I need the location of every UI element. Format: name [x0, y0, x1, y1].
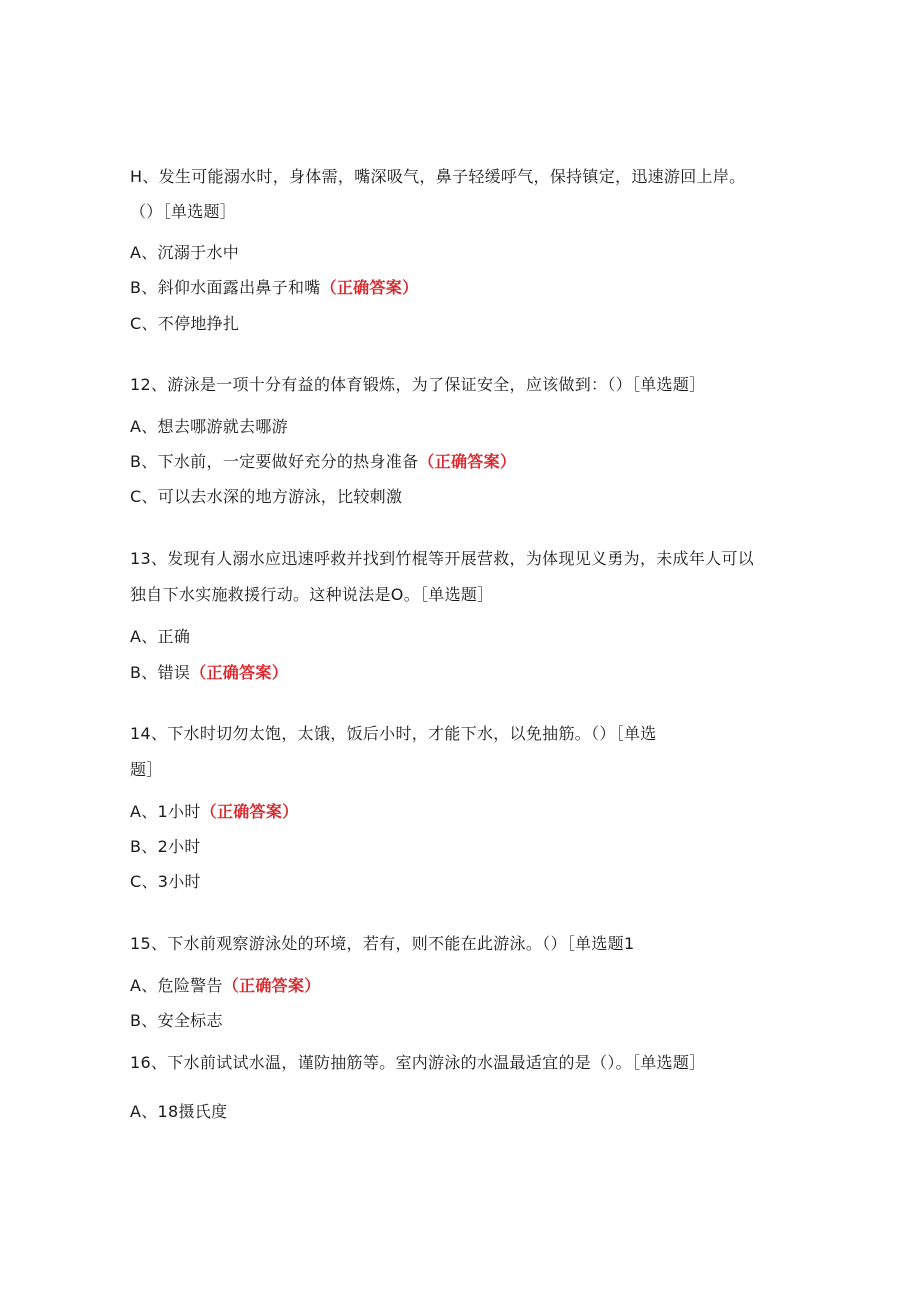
option-text: C、可以去水深的地方游泳，比较刺激	[130, 487, 403, 506]
option-text: B、安全标志	[130, 1011, 223, 1030]
option-item	[130, 871, 201, 893]
correct-answer-mark: （正确答案）	[222, 976, 321, 995]
question-stem-line: 15、下水前观察游泳处的环境，若有，则不能在此游泳。（）［单选题1	[130, 934, 635, 953]
option-text: B、下水前，一定要做好充分的热身准备	[130, 452, 419, 471]
option-item	[130, 626, 190, 648]
option-text: B、错误	[130, 663, 191, 682]
question-stem-line: 14、下水时切勿太饱，太饿，饭后小时，才能下水，以免抽筋。（）［单选	[130, 724, 657, 743]
option-text: A、18摄氏度	[130, 1102, 228, 1121]
option-text: A、正确	[130, 627, 191, 646]
option-item	[130, 242, 239, 264]
correct-answer-mark: （正确答案）	[190, 663, 288, 682]
option-text: A、危险警告	[130, 976, 223, 995]
option-item	[130, 975, 321, 997]
option-text: C、3小时	[130, 872, 201, 891]
option-item	[130, 662, 288, 684]
correct-answer-mark: （正确答案）	[320, 278, 419, 297]
option-item	[130, 277, 418, 299]
option-item	[130, 1010, 223, 1032]
option-item	[130, 1101, 227, 1123]
option-item	[130, 416, 288, 438]
option-text: A、想去哪游就去哪游	[130, 417, 288, 436]
option-item	[130, 836, 201, 858]
option-item	[130, 451, 516, 473]
option-text: B、斜仰水面露出鼻子和嘴	[130, 278, 321, 297]
question-stem-line: 16、下水前试试水温，谨防抽筋等。室内游泳的水温最适宜的是（）。［单选题］	[130, 1053, 706, 1072]
option-item	[130, 801, 298, 823]
question-stem-line: 独自下水实施救援行动。这种说法是O。［单选题］	[130, 585, 494, 604]
option-text: C、不停地挣扎	[130, 314, 240, 333]
option-text: A、1小时	[130, 802, 201, 821]
question-stem-line: 12、游泳是一项十分有益的体育锻炼，为了保证安全，应该做到：（）［单选题］	[130, 375, 706, 394]
option-item	[130, 486, 402, 508]
question-stem-line: 题］	[130, 760, 163, 779]
option-text: A、沉溺于水中	[130, 243, 240, 262]
correct-answer-mark: （正确答案）	[418, 452, 517, 471]
option-item	[130, 313, 239, 335]
option-text: B、2小时	[130, 837, 201, 856]
question-stem-line: （）［单选题］	[130, 202, 237, 221]
question-stem-line: H、发生可能溺水时，身体需，嘴深吸气，鼻子轻缓呼气，保持镇定，迅速游回上岸。	[130, 167, 746, 186]
question-stem-line: 13、发现有人溺水应迅速呼救并找到竹棍等开展营救，为体现见义勇为，未成年人可以	[130, 549, 755, 568]
correct-answer-mark: （正确答案）	[200, 802, 299, 821]
